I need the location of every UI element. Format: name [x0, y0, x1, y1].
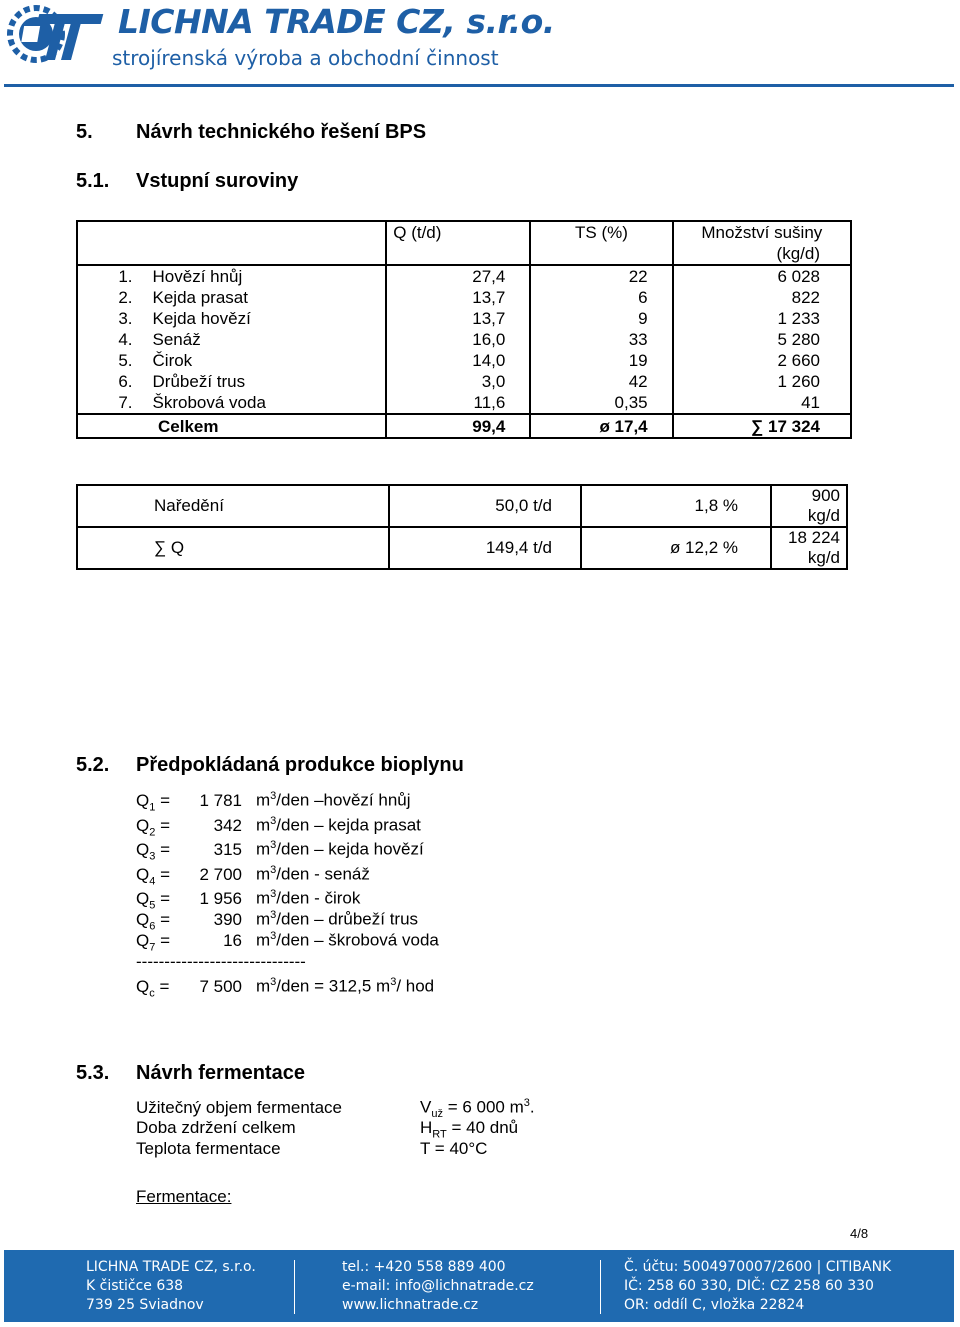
row-number: 3.: [77, 308, 143, 329]
header-dry: Množství sušiny: [673, 221, 851, 243]
fermentace-label: Fermentace:: [136, 1187, 232, 1206]
table-row: [77, 485, 847, 527]
footer-contacts: tel.: +420 558 889 400 e-mail: info@lichnatrade.cz www.lichnatrade.cz: [342, 1259, 534, 1313]
row-q: 14,0: [386, 350, 530, 371]
sum-dry: 18 224 kg/d: [771, 527, 847, 569]
table-row: [77, 392, 851, 414]
section-5-3-heading: [76, 1062, 305, 1085]
row-q: 27,4: [386, 265, 530, 287]
dilution-table: [76, 484, 848, 570]
row-q: 13,7: [386, 308, 530, 329]
production-total-line: $Q_c = 7$ 500 $m^3$/den = 312,5 $m^3/$ hod: [136, 976, 435, 1000]
row-q: 13,7: [386, 287, 530, 308]
row-number: 5.: [77, 350, 143, 371]
page-number: 4/8: [850, 1226, 869, 1241]
dilution-q: 50,0 t/d: [389, 485, 581, 527]
total-ts: ø 17,4: [530, 414, 672, 438]
row-number: 1.: [77, 265, 143, 287]
row-ts: 9: [530, 308, 672, 329]
table-row: [77, 371, 851, 392]
inputs-table: [76, 220, 852, 439]
sum-label: ∑ Q: [77, 527, 389, 569]
row-q: 16,0: [386, 329, 530, 350]
table-row: [77, 287, 851, 308]
row-q: 3,0: [386, 371, 530, 392]
section-number: 5.: [76, 121, 93, 143]
section-title: Návrh technického řešení BPS: [136, 121, 427, 143]
section-number: 5.1.: [76, 170, 110, 192]
row-name: Kejda prasat: [143, 287, 387, 308]
row-ts: 22: [530, 265, 672, 287]
fermentation-row: Užitečný objem fermentace $V_{už} = 6$ 000 $m^3$.: [136, 1097, 535, 1121]
table-row: [77, 350, 851, 371]
company-subtitle: strojírenská výroba a obchodní činnost: [112, 46, 499, 70]
row-ts: 33: [530, 329, 672, 350]
sum-separator: ------------------------------: [136, 952, 306, 971]
row-number: 6.: [77, 371, 143, 392]
row-name: Hovězí hnůj: [143, 265, 387, 287]
section-5-heading: [76, 121, 426, 144]
row-dry: 1 260: [673, 371, 851, 392]
sum-q: 149,4 t/d: [389, 527, 581, 569]
production-line: $Q_6 = 390$ $m^3$/den – drůbeží trus: [136, 909, 419, 933]
row-dry: 2 660: [673, 350, 851, 371]
row-dry: 1 233: [673, 308, 851, 329]
section-title: Návrh fermentace: [136, 1062, 305, 1084]
table-row: [77, 527, 847, 569]
table-row: [77, 308, 851, 329]
header-ts: TS (%): [530, 221, 672, 265]
row-number: 7.: [77, 392, 143, 414]
company-logo-icon: [6, 4, 110, 66]
row-ts: 0,35: [530, 392, 672, 414]
row-dry: 41: [673, 392, 851, 414]
table-header-row: [77, 221, 851, 243]
row-number: 2.: [77, 287, 143, 308]
dilution-label: Naředění: [77, 485, 389, 527]
header-q: Q (t/d): [386, 221, 530, 265]
production-line: $Q_2 = 342$ $m^3$/den – kejda prasat: [136, 815, 421, 839]
production-line: $Q_4 = 2$ 700 $m^3$/den - senáž: [136, 864, 370, 888]
row-ts: 42: [530, 371, 672, 392]
total-q: 99,4: [386, 414, 530, 438]
table-header-empty: [77, 221, 386, 265]
sum-ts: ø 12,2 %: [581, 527, 771, 569]
table-row: [77, 265, 851, 287]
section-5-1-heading: [76, 170, 298, 193]
row-dry: 6 028: [673, 265, 851, 287]
section-number: 5.3.: [76, 1062, 110, 1084]
section-5-2-heading: [76, 754, 464, 777]
header-divider: [4, 84, 954, 87]
table-total-row: [77, 414, 851, 438]
row-dry: 822: [673, 287, 851, 308]
section-number: 5.2.: [76, 754, 110, 776]
footer-bar: [4, 1250, 954, 1322]
total-label: Celkem: [77, 414, 386, 438]
row-q: 11,6: [386, 392, 530, 414]
row-ts: 19: [530, 350, 672, 371]
row-ts: 6: [530, 287, 672, 308]
header-dry-unit: (kg/d): [673, 243, 851, 265]
dilution-ts: 1,8 %: [581, 485, 771, 527]
row-number: 4.: [77, 329, 143, 350]
fermentation-row: Doba zdržení celkem $H_{RT} = 40$ dnů: [136, 1118, 519, 1141]
row-name: Čirok: [143, 350, 387, 371]
row-dry: 5 280: [673, 329, 851, 350]
row-name: Drůbeží trus: [143, 371, 387, 392]
row-name: Kejda hovězí: [143, 308, 387, 329]
footer-divider: [600, 1260, 601, 1314]
total-dry: ∑ 17 324: [673, 414, 851, 438]
production-line: $Q_5 = 1$ 956 $m^3$/den - čirok: [136, 888, 361, 912]
table-row: [77, 329, 851, 350]
fermentation-row: Teplota fermentace T = 40°C: [136, 1139, 488, 1158]
footer-divider: [294, 1260, 295, 1314]
production-line: $Q_3 = 315$ $m^3$/den – kejda hovězí: [136, 839, 424, 863]
website-link[interactable]: www.lichnatrade.cz: [342, 1297, 479, 1313]
row-name: Škrobová voda: [143, 392, 387, 414]
company-name: LICHNA TRADE CZ, s.r.o.: [118, 2, 555, 41]
row-name: Senáž: [143, 329, 387, 350]
footer-bank-info: Č. účtu: 5004970007/2600 | CITIBANK IČ: 258 60 330, DIČ: CZ 258 60 330 OR: oddíl C, vložka 22824: [624, 1259, 892, 1313]
footer-address: LICHNA TRADE CZ, s.r.o. K čističce 638 739 25 Sviadnov: [86, 1259, 256, 1313]
production-line: $Q_1 = 1$ 781 $m^3$/den –hovězí hnůj: [136, 790, 411, 814]
section-title: Předpokládaná produkce bioplynu: [136, 754, 464, 776]
dilution-dry: 900 kg/d: [771, 485, 847, 527]
production-line: $Q_7 = 16$ $m^3$/den – škrobová voda: [136, 930, 439, 954]
section-title: Vstupní suroviny: [136, 170, 299, 192]
